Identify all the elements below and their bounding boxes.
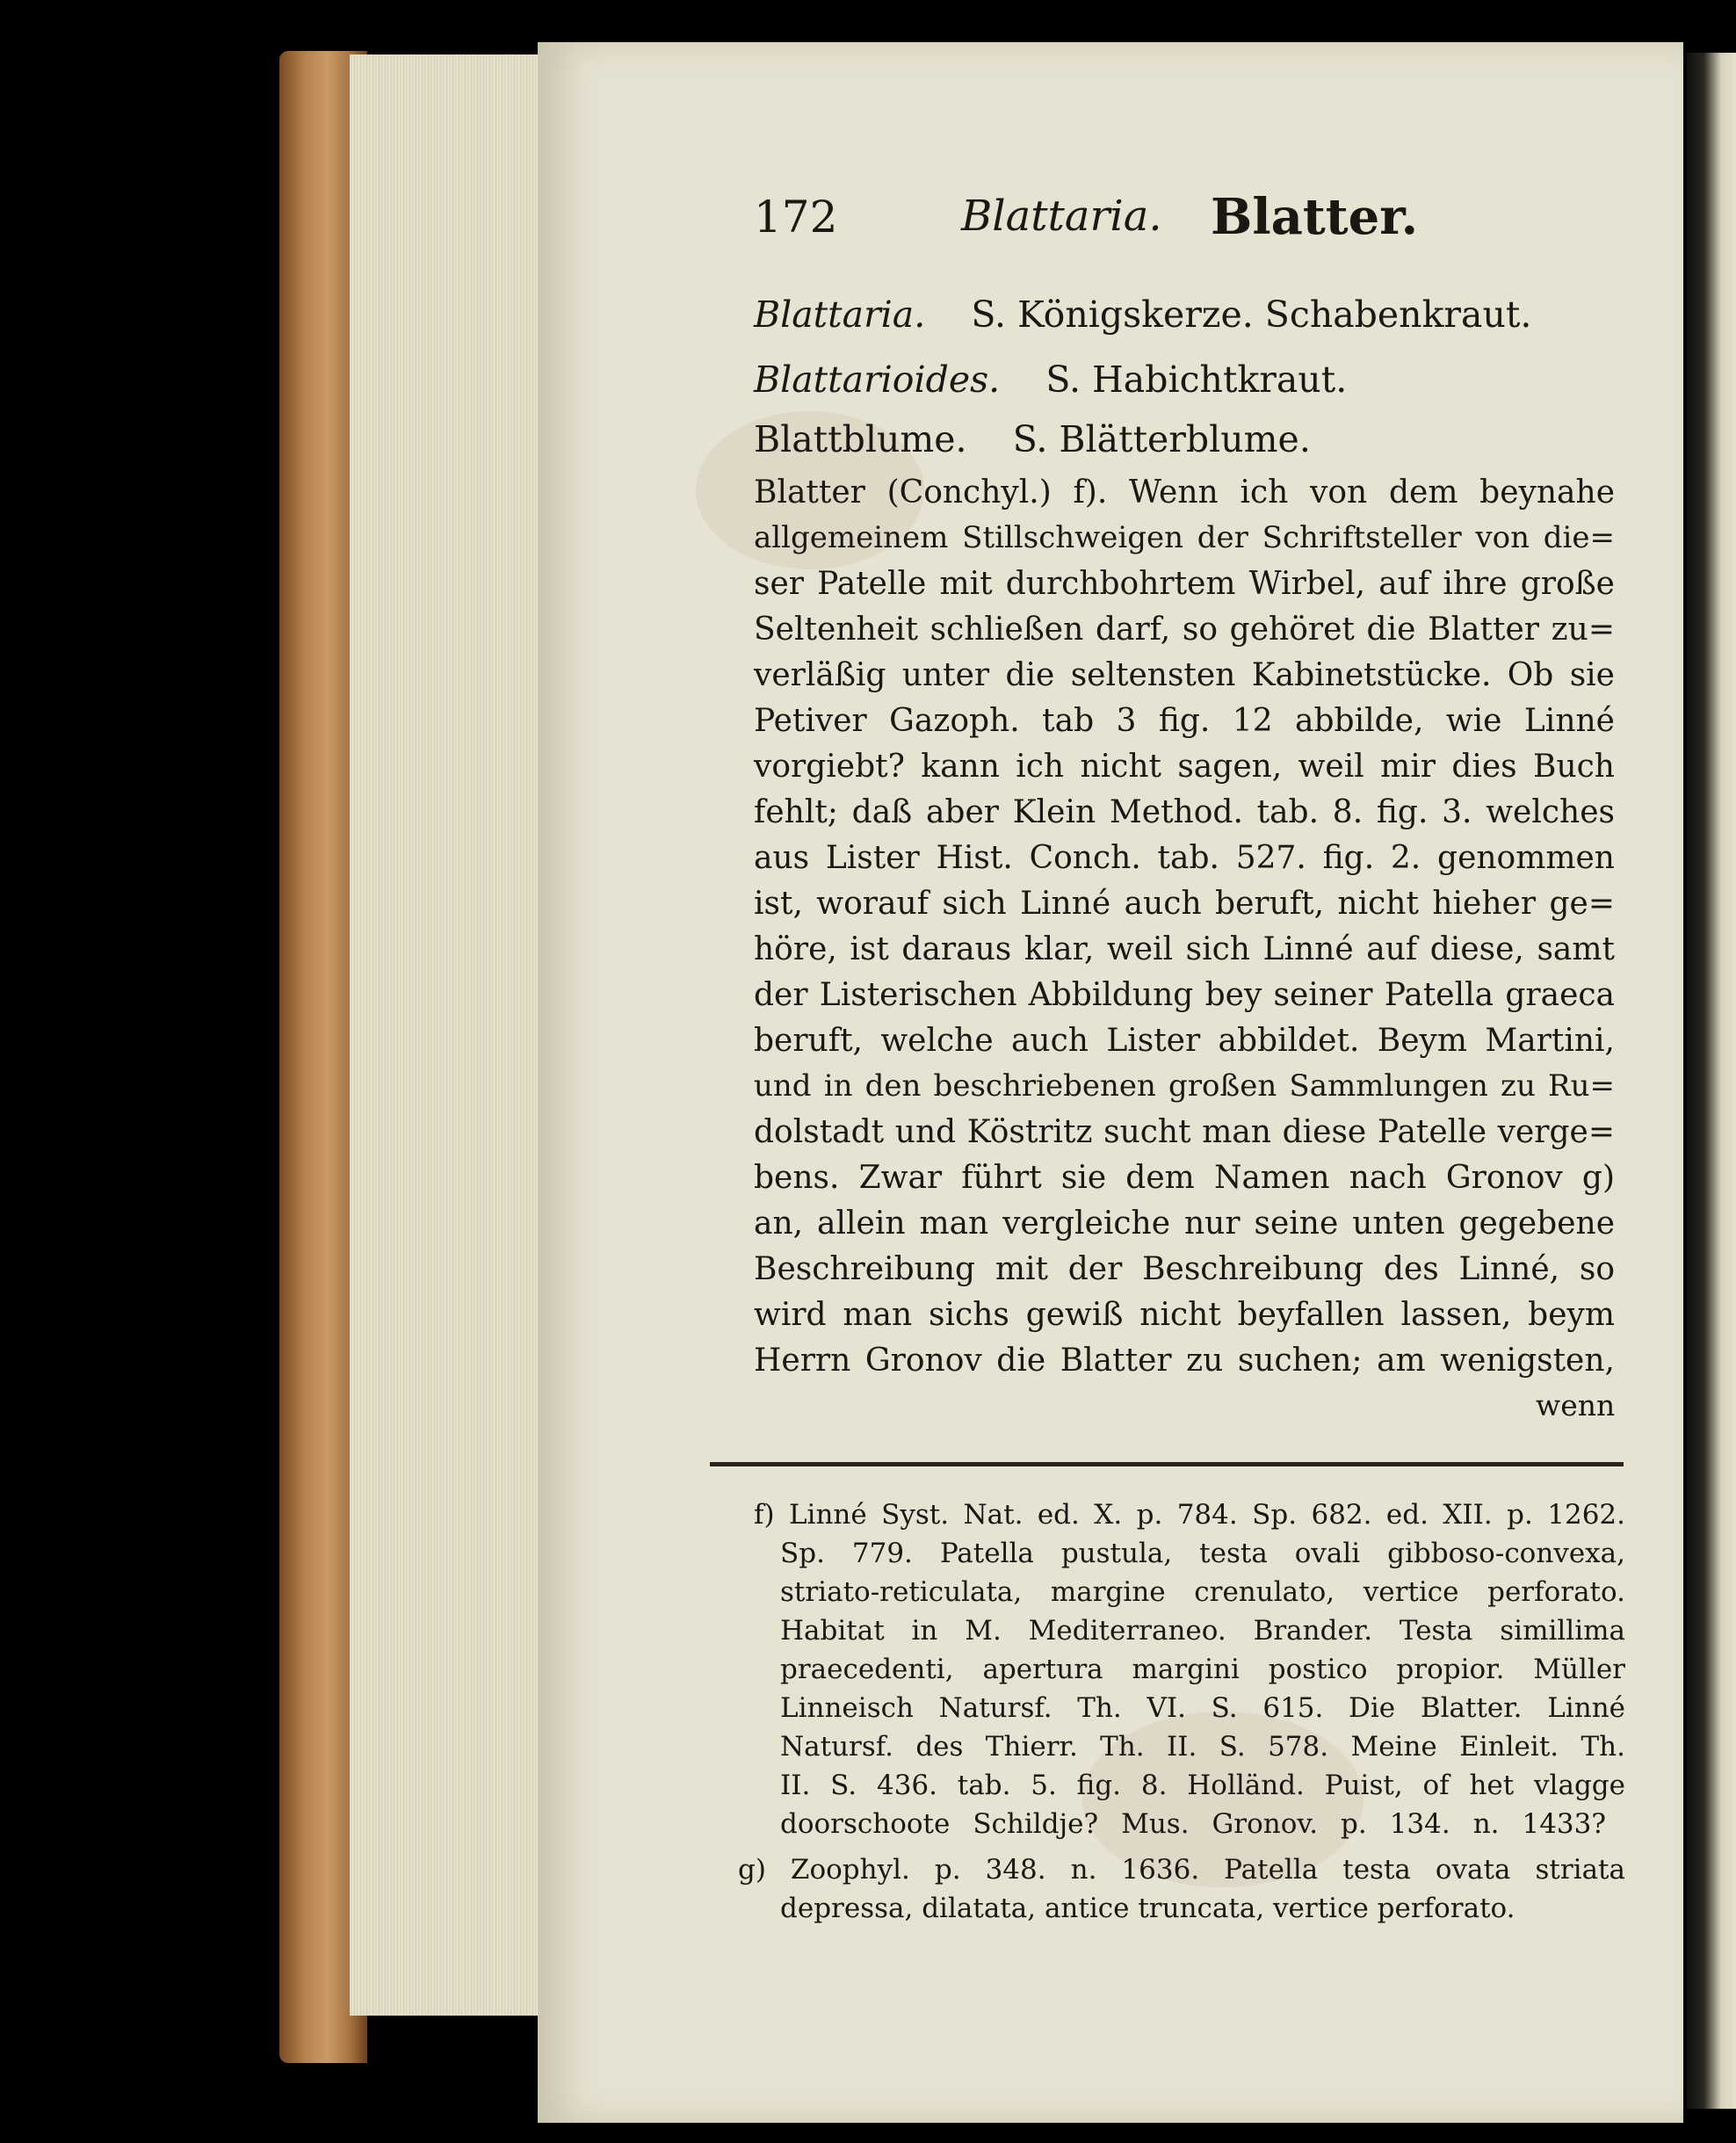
body-text-line: aus Lister Hist. Conch. tab. 527. fig. 2. genommen [754, 840, 1615, 876]
body-text-line: höre, ist daraus klar, weil sich Linné auf diese, samt [754, 931, 1615, 967]
footnote-line: Habitat in M. Mediterraneo. Brander. Testa simillima [780, 1615, 1625, 1647]
dictionary-entry [754, 293, 1531, 336]
body-text-line: ser Patelle mit durchbohrtem Wirbel, auf ihre große [754, 566, 1615, 602]
entry-reference: S. Blätterblume. [1012, 418, 1311, 460]
body-text-line: dolstadt und Köstritz sucht man diese Patelle verge= [754, 1114, 1615, 1150]
footnote-line: praecedenti, apertura margini postico propior. Müller [780, 1654, 1625, 1685]
footnote-line: Natursf. des Thierr. Th. II. S. 578. Meine Einleit. Th. [780, 1731, 1625, 1763]
body-text-line: vorgiebt? kann ich nicht sagen, weil mir dies Buch [754, 749, 1615, 785]
footnote-rule [710, 1462, 1624, 1466]
running-head-german: Blatter. [1211, 188, 1419, 246]
body-text-line: wird man sichs gewiß nicht beyfallen lassen, beym [754, 1297, 1615, 1333]
body-text-line: Seltenheit schließen darf, so gehöret die Blatter zu= [754, 612, 1615, 648]
footnote-line: g) Zoophyl. p. 348. n. 1636. Patella testa ovata striata [738, 1854, 1625, 1886]
facing-page-edge [1687, 53, 1736, 2109]
catchword: wenn [1536, 1388, 1616, 1423]
entry-lemma: Blattarioides. [754, 358, 1001, 401]
body-text-line: ist, worauf sich Linné auch beruft, nicht hieher ge= [754, 886, 1615, 922]
footnote-line: striato-reticulata, margine crenulato, vertice perforato. [780, 1576, 1625, 1608]
page-number: 172 [754, 192, 838, 243]
footnote-line: doorschoote Schildje? Mus. Gronov. p. 134. n. 1433? [780, 1808, 1606, 1840]
footnote-line: depressa, dilatata, antice truncata, vertice perforato. [780, 1893, 1515, 1924]
body-text-line: und in den beschriebenen großen Sammlungen zu Ru= [754, 1068, 1615, 1104]
body-text-line: Blatter (Conchyl.) f). Wenn ich von dem beynahe [754, 474, 1615, 510]
page-edges [350, 54, 545, 2016]
body-text-line: an, allein man vergleiche nur seine unten gegebene [754, 1205, 1615, 1242]
footnote-line: Sp. 779. Patella pustula, testa ovali gibboso-convexa, [780, 1538, 1625, 1569]
entry-lemma: Blattaria. [754, 293, 926, 336]
footnote-line: II. S. 436. tab. 5. fig. 8. Holländ. Puist, of het vlagge [780, 1770, 1625, 1801]
body-text-line: der Listerischen Abbildung bey seiner Patella graeca [754, 977, 1615, 1013]
footnote-line: Linneisch Natursf. Th. VI. S. 615. Die Blatter. Linné [780, 1692, 1625, 1724]
footnote-line: f) Linné Syst. Nat. ed. X. p. 784. Sp. 682. ed. XII. p. 1262. [754, 1499, 1625, 1531]
body-text-line: allgemeinem Stillschweigen der Schriftsteller von die= [754, 520, 1615, 555]
entry-reference: S. Königskerze. Schabenkraut. [971, 293, 1532, 336]
dictionary-entry [754, 358, 1347, 401]
running-head [754, 188, 1457, 253]
entry-reference: S. Habichtkraut. [1045, 358, 1348, 401]
body-text-line: Beschreibung mit der Beschreibung des Linné, so [754, 1251, 1615, 1287]
dictionary-entry [754, 418, 1311, 460]
body-text-line: fehlt; daß aber Klein Method. tab. 8. fig. 3. welches [754, 794, 1615, 830]
body-text-line: Herrn Gronov die Blatter zu suchen; am wenigsten, [754, 1343, 1615, 1379]
entry-lemma: Blattblume. [754, 418, 967, 460]
body-text-line: beruft, welche auch Lister abbildet. Beym Martini, [754, 1023, 1615, 1059]
running-head-latin: Blattaria. [961, 192, 1162, 241]
body-text-line: Petiver Gazoph. tab 3 fig. 12 abbilde, wie Linné [754, 703, 1615, 739]
body-text-line: verläßig unter die seltensten Kabinetstücke. Ob sie [754, 657, 1615, 693]
body-text-line: bens. Zwar führt sie dem Namen nach Gronov g) [754, 1160, 1615, 1196]
